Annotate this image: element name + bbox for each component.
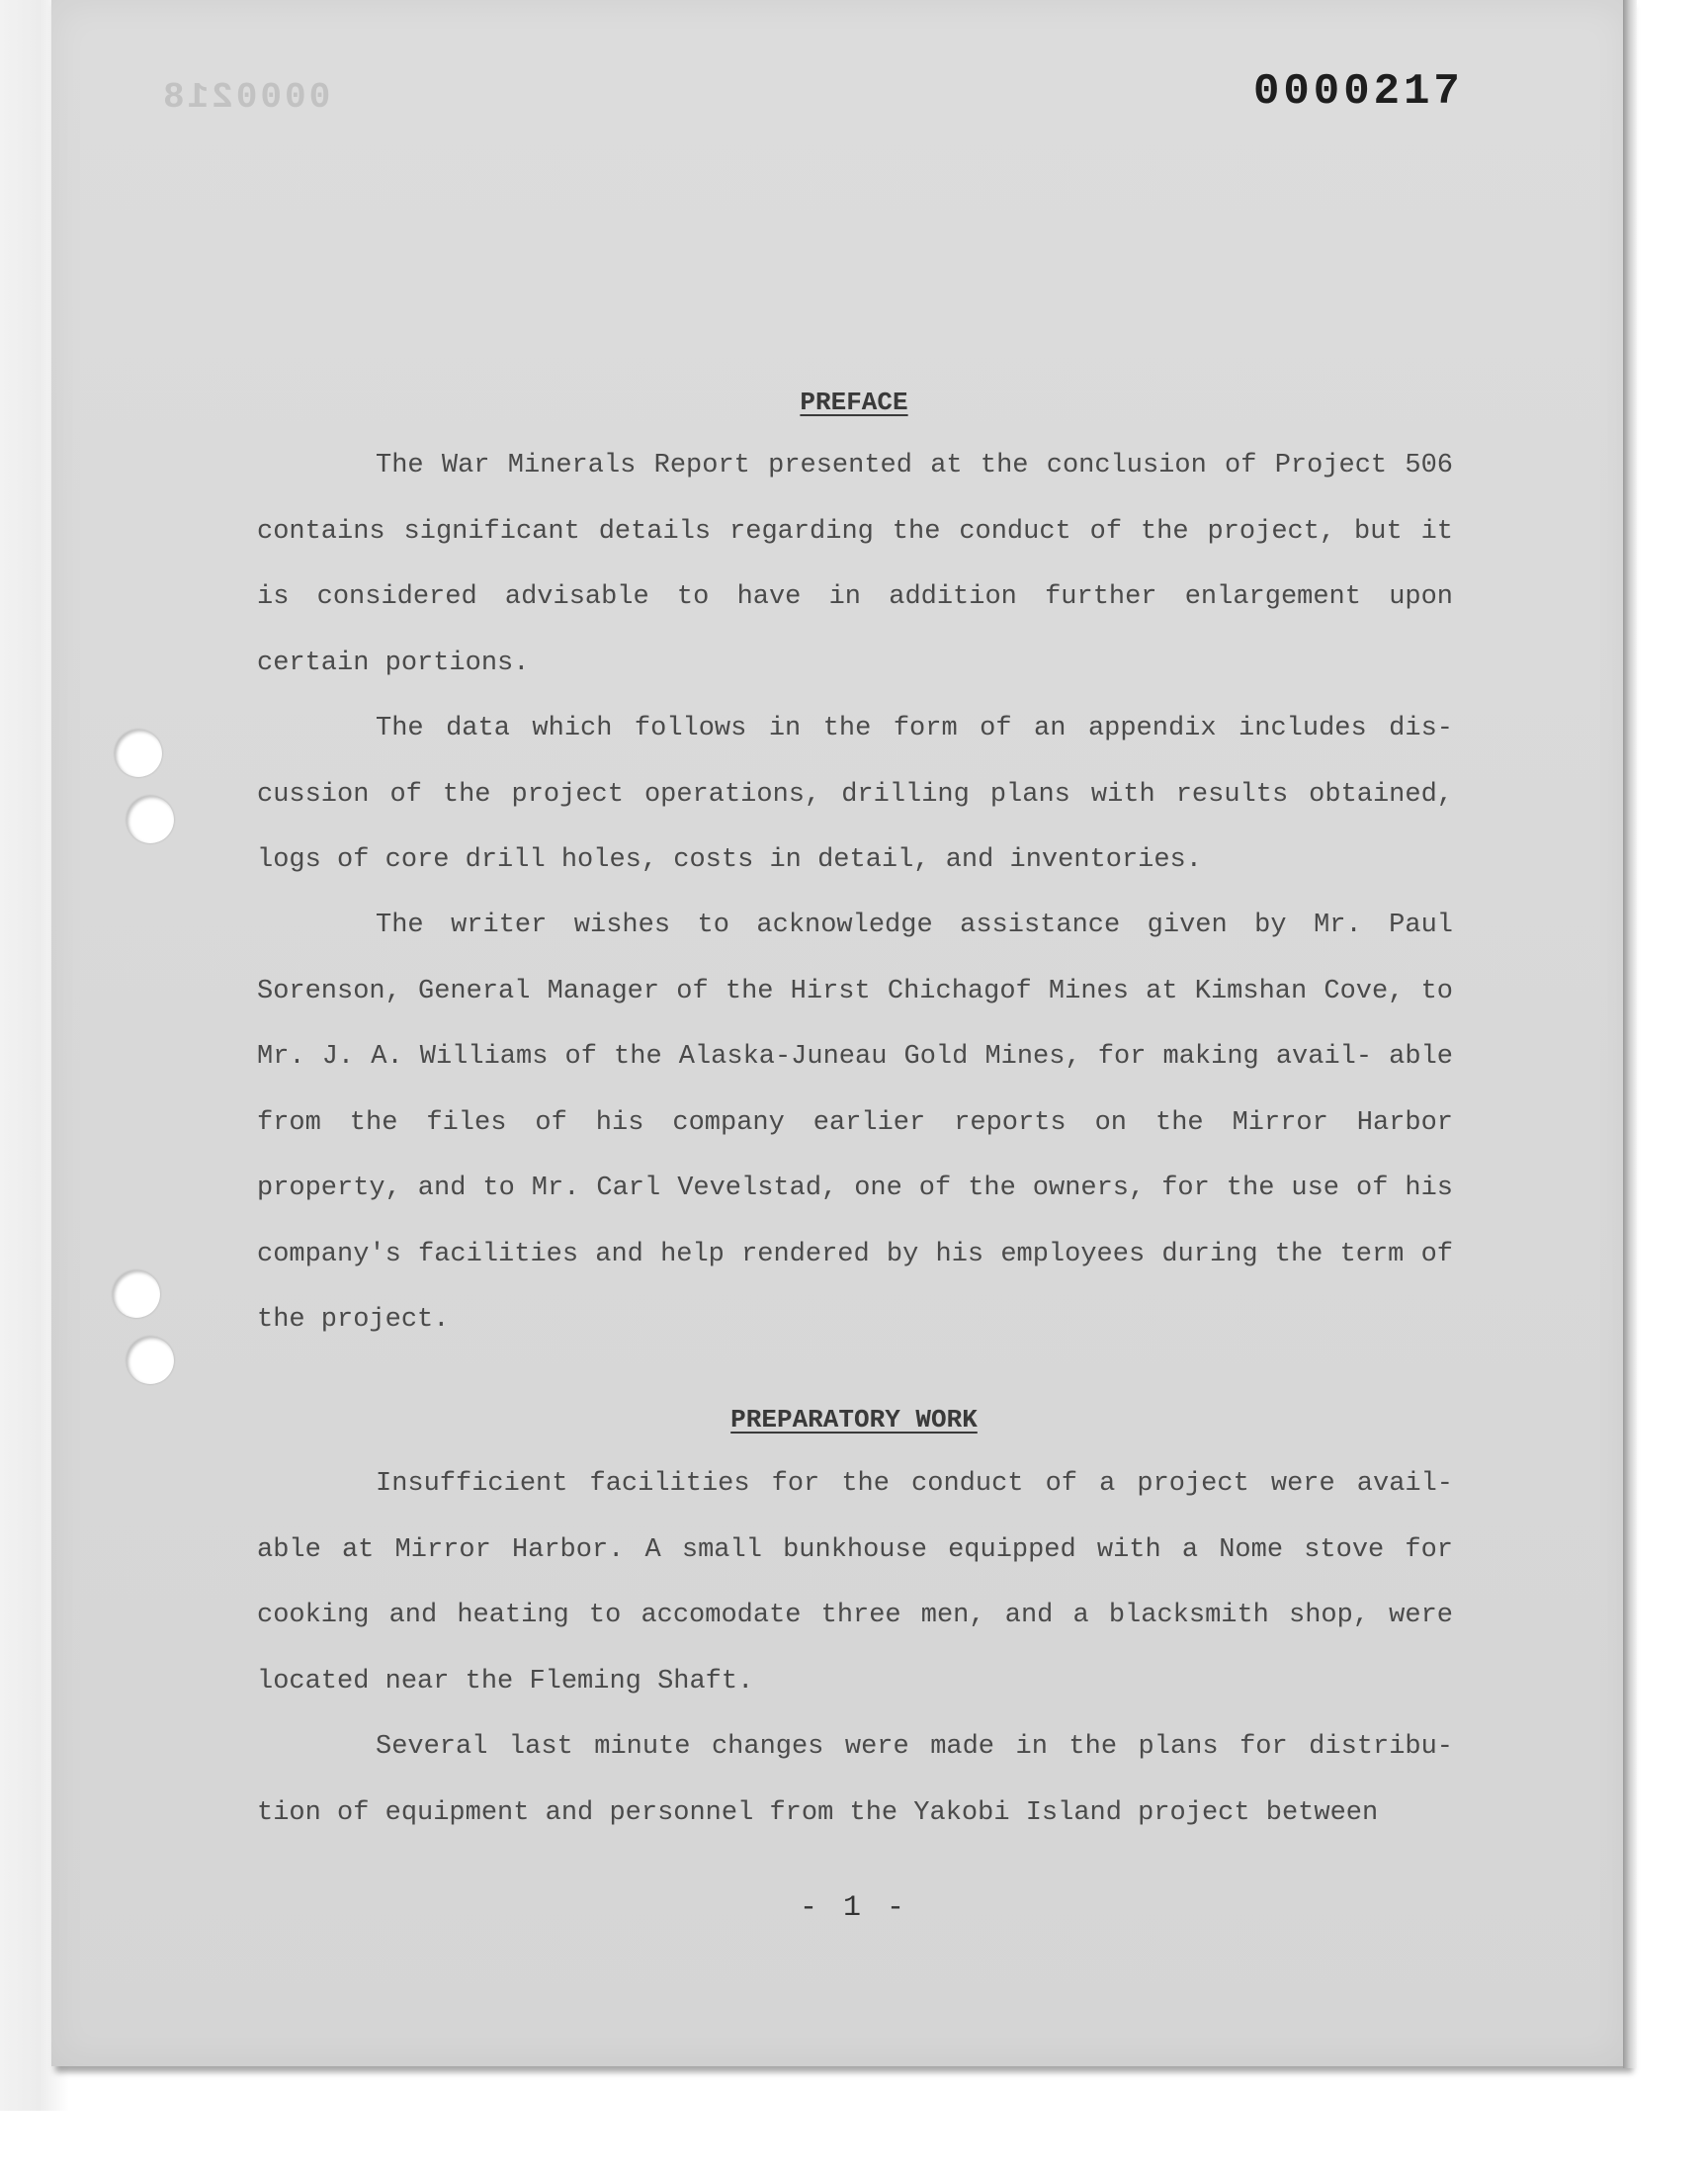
- punch-hole: [127, 796, 174, 843]
- page-footer-number: - 1 -: [799, 1891, 908, 1925]
- page-edge: [1623, 0, 1637, 2068]
- paragraph: Several last minute changes were made in the plans for distribu- tion of equipment and personnel from the Yakobi Island project between: [257, 1732, 1453, 1828]
- punch-hole: [127, 1337, 174, 1384]
- paragraph: Insufficient facilities for the conduct of a project were avail- able at Mirror Harbor. A small bunkhouse equipped with a Nome stove for cooking and heating to accomodate three men, and a blacksmith shop, were located near the Fleming Shaft.: [257, 1469, 1453, 1696]
- bleed-through-page-number: 0000218: [160, 77, 331, 118]
- document-page-number: 0000217: [1253, 67, 1464, 117]
- punch-hole: [113, 1270, 160, 1318]
- section-heading-preface: PREFACE: [800, 388, 908, 417]
- section-heading-preparatory-work: PREPARATORY WORK: [730, 1405, 978, 1435]
- paragraph: The War Minerals Report presented at the conclusion of Project 506 contains significant details regarding the conduct of the project, but it is considered advisable to have in addition further enlargement upon certain portions.: [257, 451, 1453, 678]
- paragraph: The data which follows in the form of an appendix includes dis- cussion of the project operations, drilling plans with results obtained, logs of core drill holes, costs in detail, and inventories.: [257, 714, 1453, 875]
- punch-hole: [115, 730, 162, 777]
- paragraph: The writer wishes to acknowledge assistance given by Mr. Paul Sorenson, General Manager of the Hirst Chichagof Mines at Kimshan Cove, to Mr. J. A. Williams of the Alaska-Juneau Gold Mines, for making avail- able from the files of his company earlier reports on the Mirror Harbor property, and to Mr. Carl Vevelstad, one of the owners, for the use of his company's facilities and help rendered by his employees during the term of the project.: [257, 911, 1453, 1335]
